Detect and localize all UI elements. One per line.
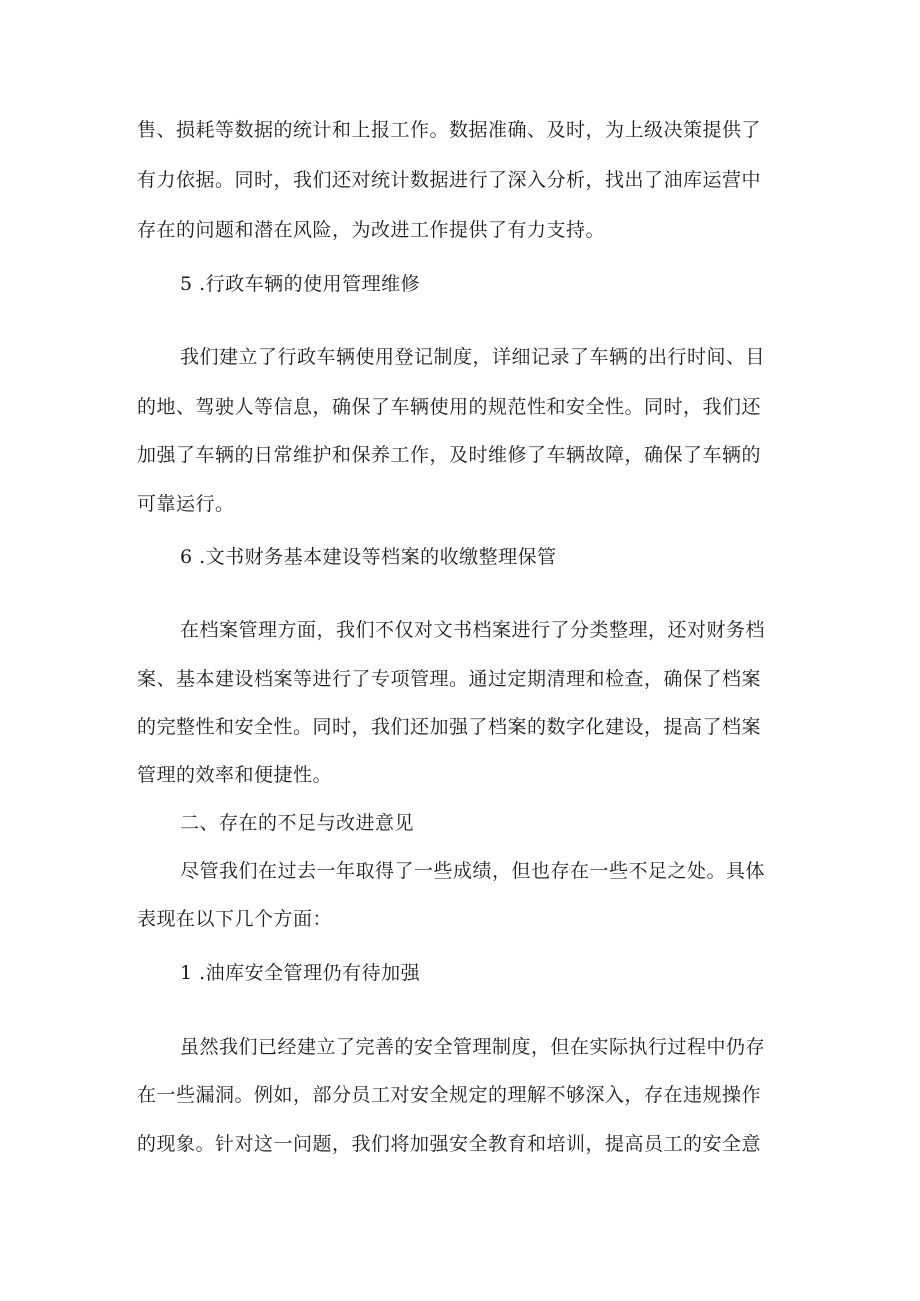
paragraph-line: 我们建立了行政车辆使用登记制度，详细记录了车辆的出行时间、目 bbox=[180, 346, 766, 368]
section-heading: 6 .文书财务基本建设等档案的收缴整理保管 bbox=[180, 546, 557, 568]
paragraph-line: 售、损耗等数据的统计和上报工作。数据准确、及时，为上级决策提供了 bbox=[137, 119, 762, 141]
paragraph-line: 管理的效率和便捷性。 bbox=[137, 764, 333, 786]
chapter-heading: 二、存在的不足与改进意见 bbox=[180, 812, 415, 834]
paragraph-line: 表现在以下几个方面： bbox=[137, 908, 333, 930]
paragraph-line: 在一些漏洞。例如，部分员工对安全规定的理解不够深入，存在违规操作 bbox=[137, 1084, 762, 1106]
paragraph-line: 加强了车辆的日常维护和保养工作，及时维修了车辆故障，确保了车辆的 bbox=[137, 444, 762, 466]
paragraph-line: 尽管我们在过去一年取得了一些成绩，但也存在一些不足之处。具体 bbox=[180, 860, 766, 882]
section-heading: 5 .行政车辆的使用管理维修 bbox=[180, 273, 421, 295]
paragraph-line: 案、基本建设档案等进行了专项管理。通过定期清理和检查，确保了档案 bbox=[137, 668, 762, 690]
paragraph-line: 虽然我们已经建立了完善的安全管理制度，但在实际执行过程中仍存 bbox=[180, 1036, 766, 1058]
paragraph-line: 的地、驾驶人等信息，确保了车辆使用的规范性和安全性。同时，我们还 bbox=[137, 396, 762, 418]
paragraph-line: 的完整性和安全性。同时，我们还加强了档案的数字化建设，提高了档案 bbox=[137, 716, 762, 738]
paragraph-line: 存在的问题和潜在风险，为改进工作提供了有力支持。 bbox=[137, 219, 606, 241]
paragraph-line: 有力依据。同时，我们还对统计数据进行了深入分析，找出了油库运营中 bbox=[137, 169, 762, 191]
paragraph-line: 在档案管理方面，我们不仅对文书档案进行了分类整理，还对财务档 bbox=[180, 619, 766, 641]
paragraph-line: 可靠运行。 bbox=[137, 493, 235, 515]
section-heading: 1 .油库安全管理仍有待加强 bbox=[180, 962, 421, 984]
paragraph-line: 的现象。针对这一问题，我们将加强安全教育和培训，提高员工的安全意 bbox=[137, 1133, 762, 1155]
